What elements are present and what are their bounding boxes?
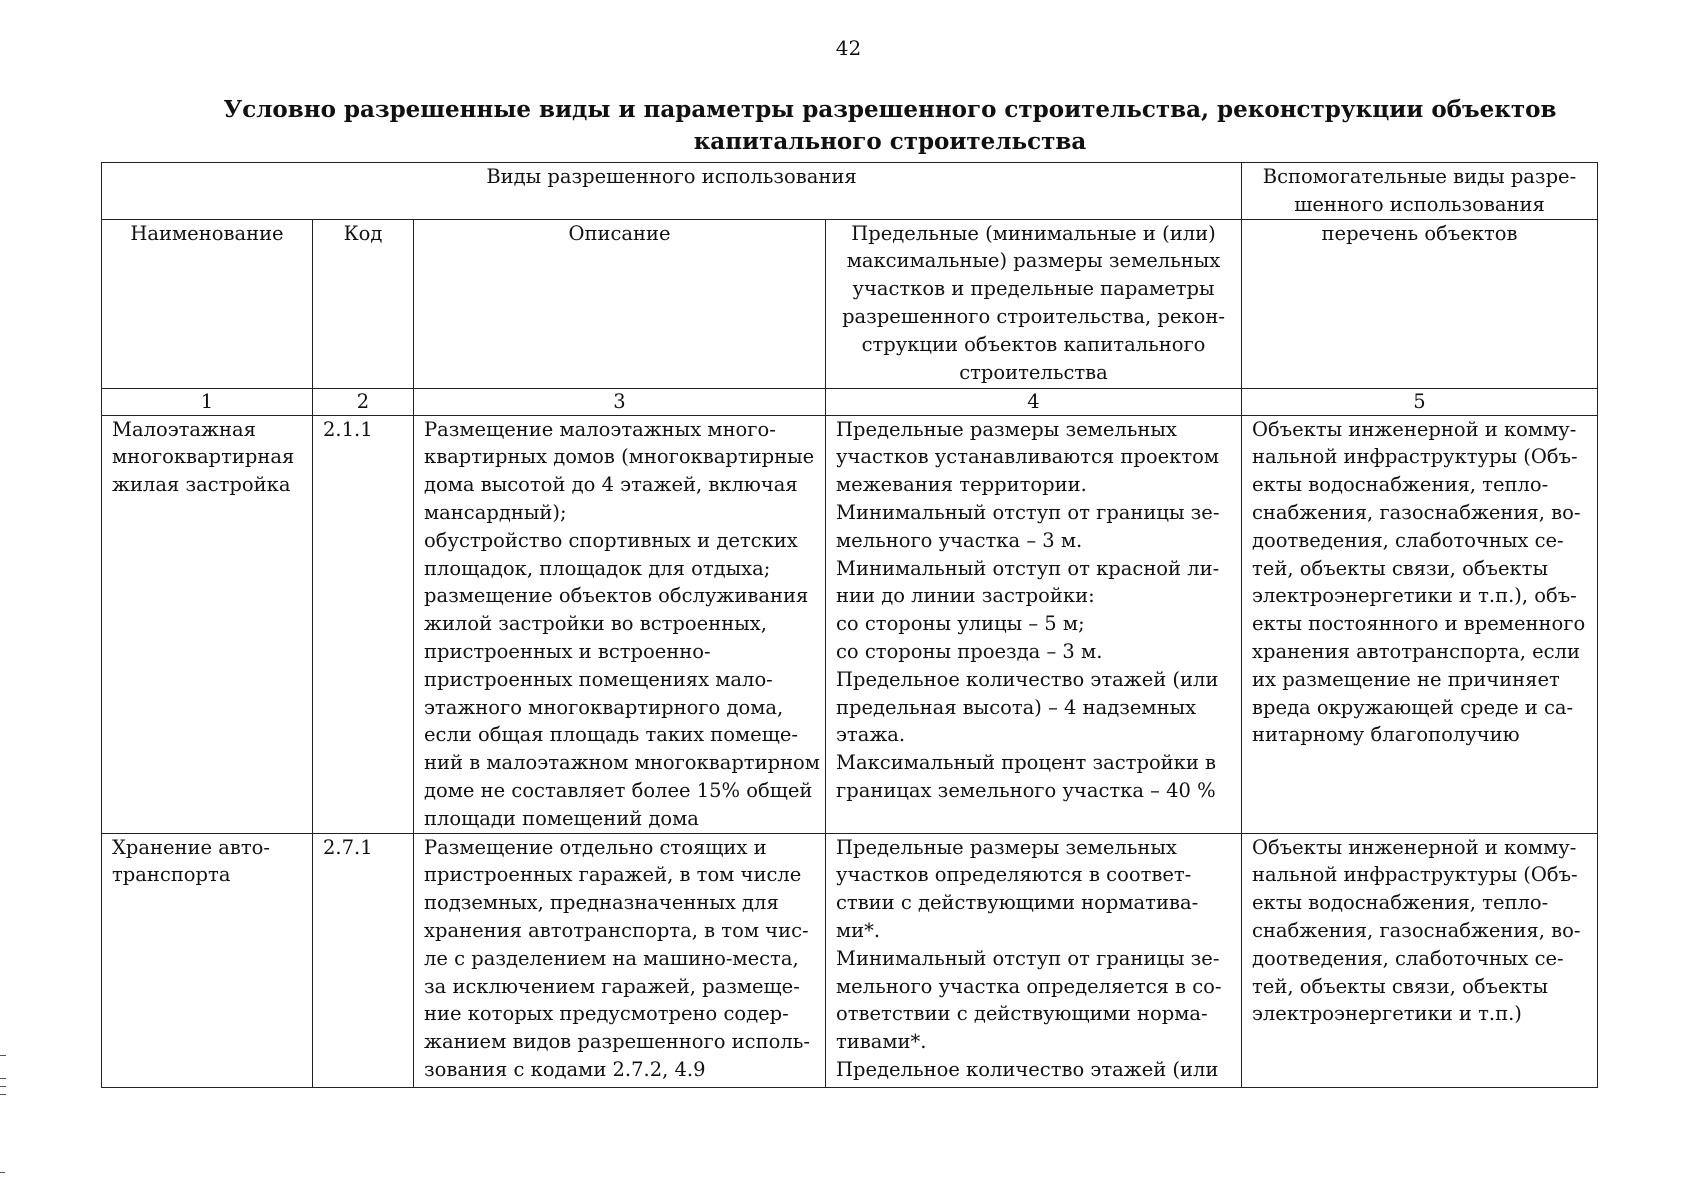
column-number: 4: [826, 388, 1242, 415]
row-objects-cell: Объекты инженерной и комму- нальной инфраструктуры (Объ- екты водоснабжения, тепло- снабжения, газоснабжения, во- доотведения, слаботочных се- тей, объекты связи, объекты электроэнергетики и т.п.): [1242, 833, 1598, 1087]
table-header-columns: [102, 219, 1598, 388]
header-objects: перечень объектов: [1242, 219, 1598, 388]
header-code: Код: [313, 219, 414, 388]
header-name: Наименование: [102, 219, 313, 388]
row-code-cell: 2.7.1: [313, 833, 414, 1087]
header-limits: Предельные (минимальные и (или) максимальные) размеры земельных участков и предельные параметры разрешенного строительства, рекон- струкции объектов капитального строительства: [826, 219, 1242, 388]
row-limits-cell: Предельные размеры земельных участков определяются в соответ- ствии с действующими норматива- ми*. Минимальный отступ от границы зе- мельного участка определяется в со- ответствии с действующими норма- тивами*. Предельное количество этажей (или: [826, 833, 1242, 1087]
scan-mark: [0, 1094, 6, 1095]
table-header-main: [102, 163, 1598, 220]
scan-mark: [0, 1172, 5, 1173]
document-title: [150, 94, 1630, 158]
scan-mark: [0, 1055, 6, 1056]
scan-mark: [0, 1078, 6, 1079]
page-number: 42: [835, 36, 862, 60]
row-objects-cell: Объекты инженерной и комму- нальной инфраструктуры (Объ- екты водоснабжения, тепло- снабжения, газоснабжения, во- доотведения, слаботочных се- тей, объекты связи, объекты электроэнергетики и т.п.), объ- екты постоянного и временного хранения автотранспорта, если их размещение не причиняет вреда окружающей среде и са- нитарному благополучию: [1242, 415, 1598, 833]
row-name-cell: Хранение авто- транспорта: [102, 833, 313, 1087]
row-description-cell: Размещение малоэтажных много- квартирных домов (многоквартирные дома высотой до 4 этажей, включая мансардный); обустройство спортивных и детских площадок, площадок для отдыха; размещение объектов обслуживания жилой застройки во встроенных, пристроенных и встроенно- пристроенных помещениях мало- этажного многоквартирного дома, если общая площадь таких помеще- ний в малоэтажном многоквартирном доме не составляет более 15% общей площади помещений дома: [414, 415, 826, 833]
row-limits-cell: Предельные размеры земельных участков устанавливаются проектом межевания территории. Минимальный отступ от границы зе- мельного участка – 3 м. Минимальный отступ от красной ли- нии до линии застройки: со стороны улицы – 5 м; со стороны проезда – 3 м. Предельное количество этажей (или предельная высота) – 4 надземных этажа. Максимальный процент застройки в границах земельного участка – 40 %: [826, 415, 1242, 833]
zoning-table: [101, 162, 1598, 1088]
title-line-2: капитального строительства: [693, 128, 1087, 155]
header-description: Описание: [414, 219, 826, 388]
header-permitted-uses: Виды разрешенного использования: [102, 163, 1242, 220]
row-code-cell: 2.1.1: [313, 415, 414, 833]
header-auxiliary-uses: Вспомогательные виды разре- шенного использования: [1242, 163, 1598, 220]
table-row: [102, 415, 1598, 833]
column-number: 5: [1242, 388, 1598, 415]
row-name-cell: Малоэтажная многоквартирная жилая застройка: [102, 415, 313, 833]
column-number: 2: [313, 388, 414, 415]
column-numbers-row: [102, 388, 1598, 415]
row-description-cell: Размещение отдельно стоящих и пристроенных гаражей, в том числе подземных, предназначенных для хранения автотранспорта, в том чис- ле с разделением на машино-места, за исключением гаражей, размеще- ние которых предусмотрено содер- жанием видов разрешенного исполь- зования с кодами 2.7.2, 4.9: [414, 833, 826, 1087]
title-line-1: Условно разрешенные виды и параметры разрешенного строительства, реконструкции объектов: [223, 96, 1557, 123]
scan-mark: [0, 1086, 6, 1087]
column-number: 3: [414, 388, 826, 415]
table-row: [102, 833, 1598, 1087]
column-number: 1: [102, 388, 313, 415]
